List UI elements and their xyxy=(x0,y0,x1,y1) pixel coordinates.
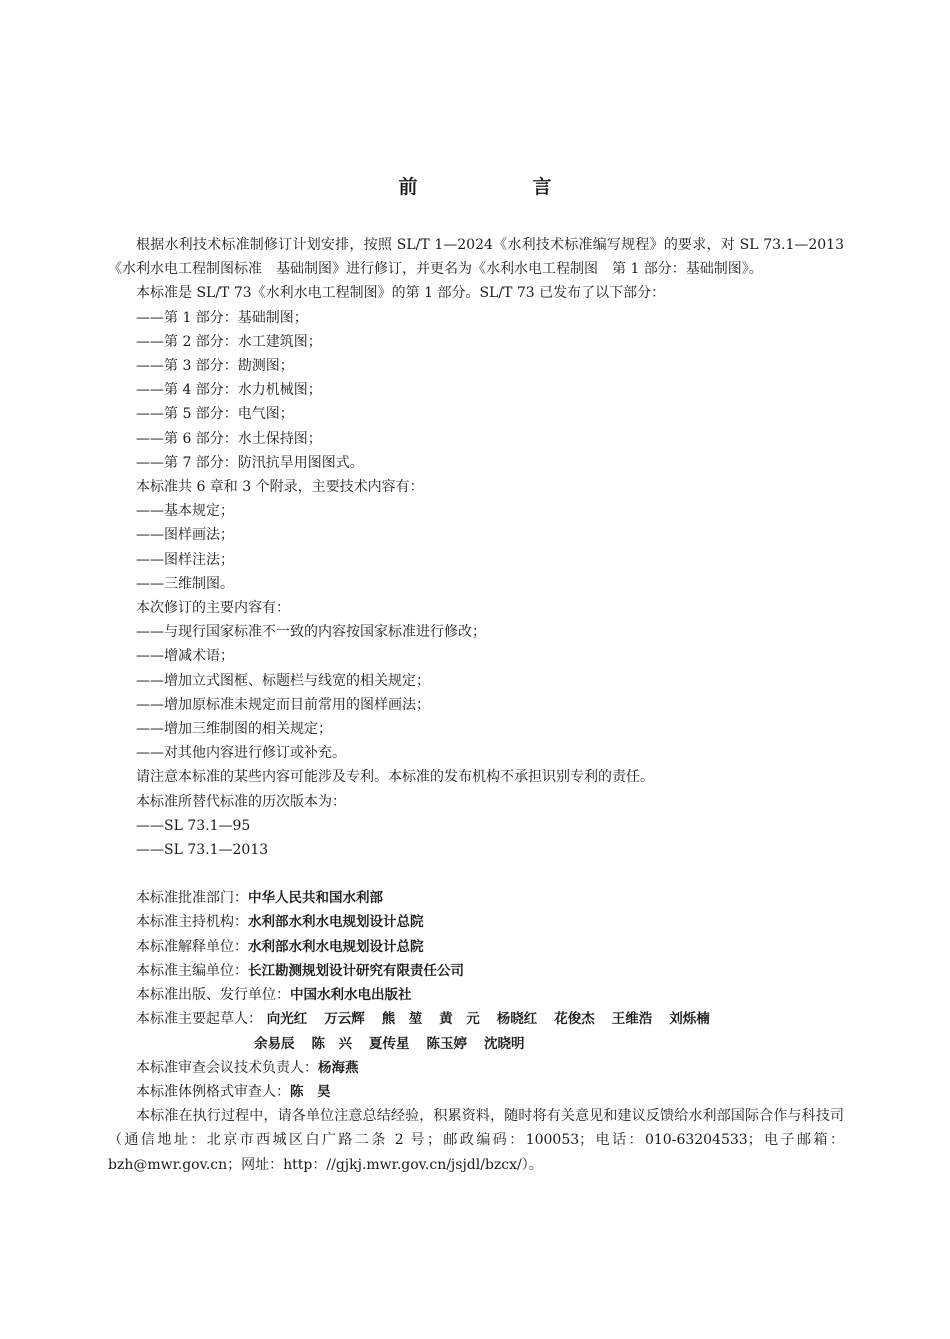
list-item: ——增加原标准未规定而目前常用的图样画法； xyxy=(136,696,430,713)
parts-list xyxy=(108,306,844,475)
list-item: ——第 3 部分：勘测图； xyxy=(136,358,294,375)
list-item: ——第 2 部分：水工建筑图； xyxy=(136,333,322,350)
list-item: ——SL 73.1—95 xyxy=(136,817,251,834)
drafters-line: 本标准主要起草人： 向光红 万云辉 熊 堃 黄 元 杨晓红 花俊杰 王维浩 刘烁楠 xyxy=(108,1007,844,1031)
parts-intro: 本标准是 SL/T 73《水利水电工程制图》的第 1 部分。SL/T 73 已发布了以下部分： xyxy=(136,285,666,302)
content-intro: 本标准共 6 章和 3 个附录，主要技术内容有： xyxy=(136,479,424,496)
history-intro: 本标准所替代标准的历次版本为： xyxy=(136,793,346,810)
list-item: ——SL 73.1—2013 xyxy=(136,842,269,859)
intro-paragraph: 根据水利技术标准制修订计划安排，按照 SL/T 1—2024《水利技术标准编写规程》的要求，对 SL 73.1—2013《水利水电工程制图标准 基础制图》进行修订，并更名为《水利水电工程制图 第 1 部分：基础制图》。 xyxy=(108,237,844,278)
revisions-list xyxy=(108,620,844,765)
list-item: ——基本规定； xyxy=(136,503,234,520)
list-item: ——与现行国家标准不一致的内容按国家标准进行修改； xyxy=(136,624,486,641)
list-item: ——第 5 部分：电气图； xyxy=(136,406,294,423)
publisher-line: 本标准出版、发行单位：中国水利水电出版社 xyxy=(136,987,412,1004)
list-item: ——第 7 部分：防汛抗旱用图图式。 xyxy=(136,454,364,471)
list-item: ——第 4 部分：水力机械图； xyxy=(136,382,322,399)
interpret-line: 本标准解释单位：水利部水利水电规划设计总院 xyxy=(136,938,424,955)
drafters-line-2: 余易辰 陈 兴 夏传星 陈玉婷 沈晓明 xyxy=(254,1035,525,1052)
patent-notice: 请注意本标准的某些内容可能涉及专利。本标准的发布机构不承担识别专利的责任。 xyxy=(136,769,654,786)
drafters-names: 向光红 万云辉 熊 堃 黄 元 杨晓红 花俊杰 王维浩 刘烁楠 xyxy=(266,1011,710,1028)
standard-info xyxy=(108,886,844,1104)
approval-line: 本标准批准部门：中华人民共和国水利部 xyxy=(136,890,383,907)
contents-list xyxy=(108,499,844,596)
revision-intro: 本次修订的主要内容有： xyxy=(136,600,290,617)
list-item: ——第 1 部分：基础制图； xyxy=(136,309,308,326)
page-title: 前 言 xyxy=(398,176,600,198)
host-line: 本标准主持机构：水利部水利水电规划设计总院 xyxy=(136,914,424,931)
document-body xyxy=(108,233,844,1177)
list-item: ——增减术语； xyxy=(136,648,234,665)
list-item: ——对其他内容进行修订或补充。 xyxy=(136,745,346,762)
list-item: ——三维制图。 xyxy=(136,575,234,592)
history-list xyxy=(108,814,844,862)
list-item: ——第 6 部分：水土保持图； xyxy=(136,430,322,447)
list-item: ——图样画法； xyxy=(136,527,234,544)
list-item: ——增加三维制图的相关规定； xyxy=(136,721,332,738)
editor-line: 本标准主编单位：长江勘测规划设计研究有限责任公司 xyxy=(136,962,464,979)
list-item: ——增加立式图框、标题栏与线宽的相关规定； xyxy=(136,672,430,689)
format-line: 本标准体例格式审查人：陈 昊 xyxy=(136,1083,331,1100)
closing-paragraph: 本标准在执行过程中，请各单位注意总结经验，积累资料，随时将有关意见和建议反馈给水利部国际合作与科技司（通信地址：北京市西城区白广路二条 2 号；邮政编码：100053；电话：010-63204533；电子邮箱：bzh@mwr.gov.cn；网址：http：//gjkj.mwr.gov.cn/jsjdl/bzcx/）。 xyxy=(108,1108,844,1173)
review-line: 本标准审查会议技术负责人：杨海燕 xyxy=(136,1059,359,1076)
list-item: ——图样注法； xyxy=(136,551,234,568)
